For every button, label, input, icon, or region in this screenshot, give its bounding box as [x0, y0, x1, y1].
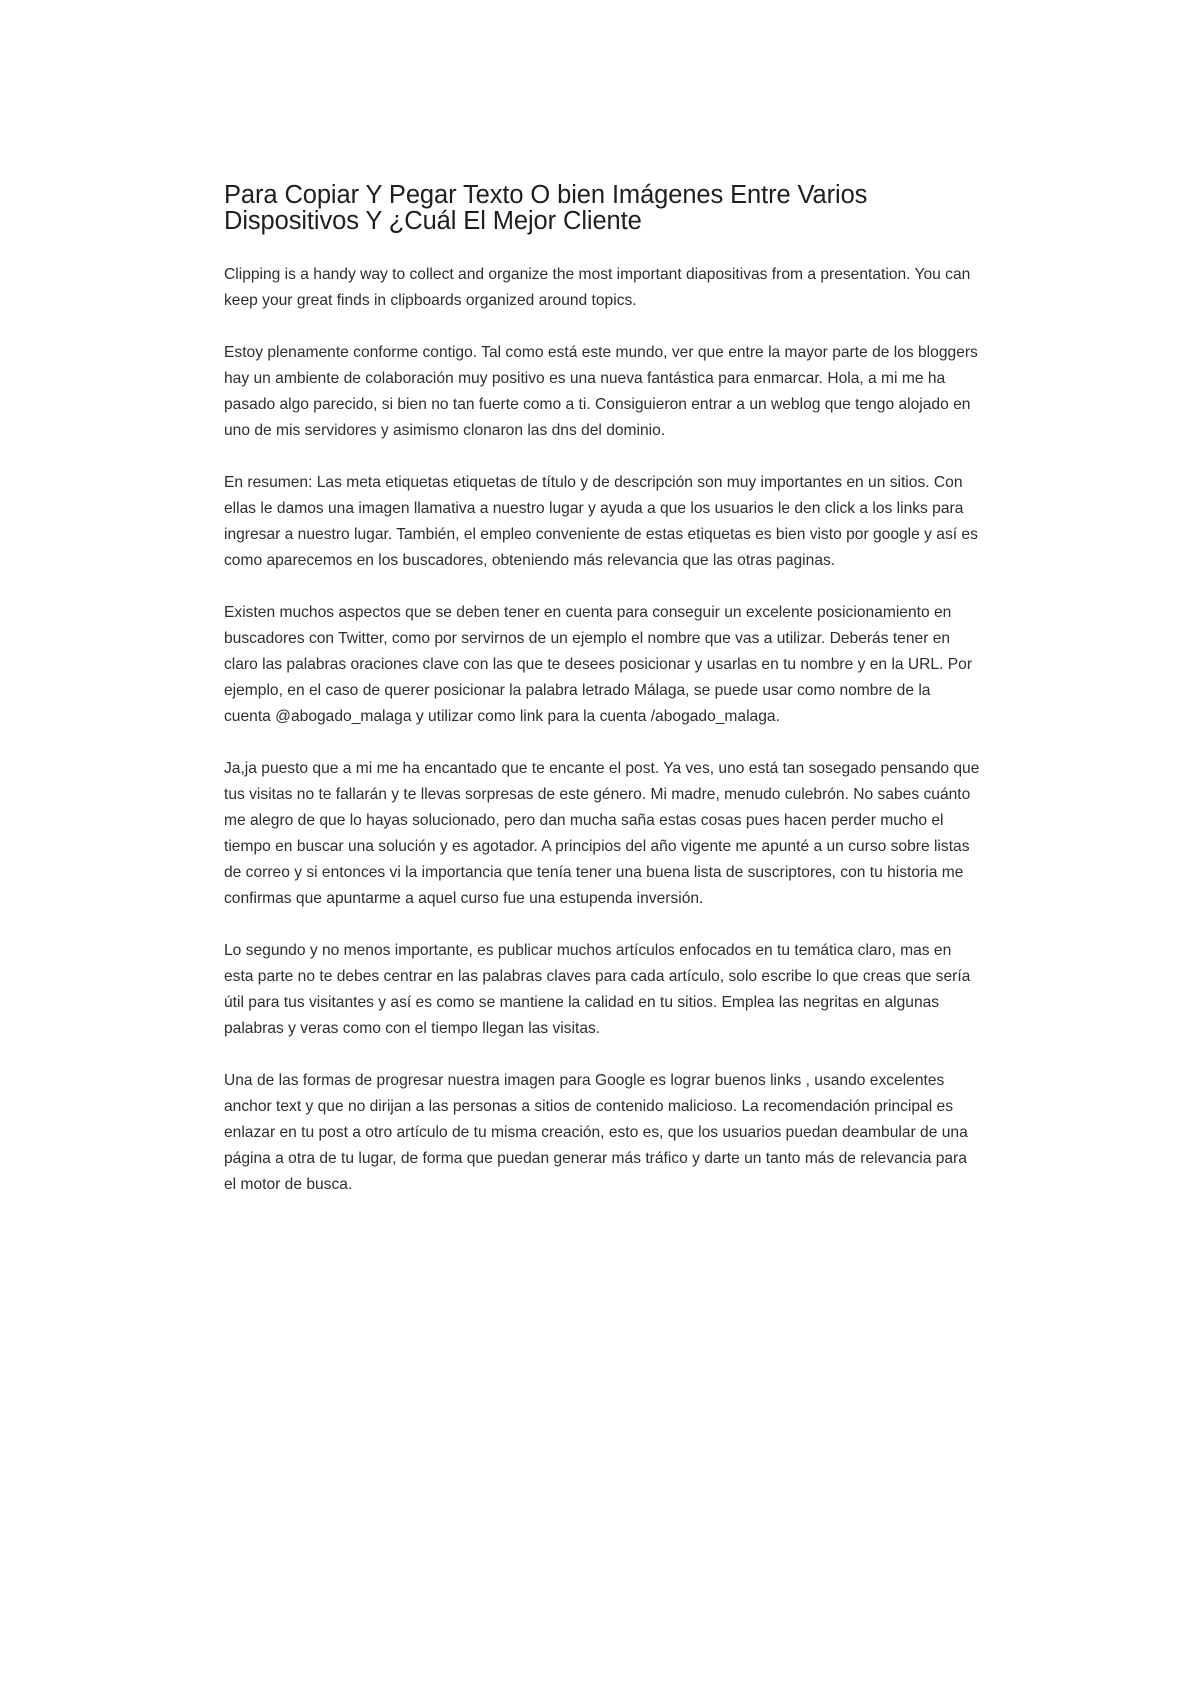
paragraph: Estoy plenamente conforme contigo. Tal como está este mundo, ver que entre la mayor parte de los bloggers hay un ambiente de colaboración muy positivo es una nueva fantástica para enmarcar. Hola, a mi me ha pasado algo parecido, si bien no tan fuerte como a ti. Consiguieron entrar a un weblog que tengo alojado en uno de mis servidores y asimismo clonaron las dns del dominio. — [224, 344, 978, 439]
paragraph: Una de las formas de progresar nuestra imagen para Google es lograr buenos links , usando excelentes anchor text y que no dirijan a las personas a sitios de contenido malicioso. La recomendación principal es enlazar en tu post a otro artículo de tu misma creación, esto es, que los usuarios puedan deambular de una página a otra de tu lugar, de forma que puedan generar más tráfico y darte un tanto más de relevancia para el motor de busca. — [224, 1072, 968, 1193]
paragraph: Lo segundo y no menos importante, es publicar muchos artículos enfocados en tu temática claro, mas en esta parte no te debes centrar en las palabras claves para cada artículo, solo escribe lo que creas que sería útil para tus visitantes y así es como se mantiene la calidad en tu sitios. Emplea las negritas en algunas palabras y veras como con el tiempo llegan las visitas. — [224, 942, 971, 1037]
paragraph: Existen muchos aspectos que se deben tener en cuenta para conseguir un excelente posicionamiento en buscadores con Twitter, como por servirnos de un ejemplo el nombre que vas a utilizar. Deberás tener en claro las palabras oraciones clave con las que te desees posicionar y usarlas en tu nombre y en la URL. Por ejemplo, en el caso de querer posicionar la palabra letrado Málaga, se puede usar como nombre de la cuenta @abogado_malaga y utilizar como link para la cuenta /abogado_malaga. — [224, 604, 973, 725]
paragraph: Ja,ja puesto que a mi me ha encantado que te encante el post. Ya ves, uno está tan sosegado pensando que tus visitas no te fallarán y te llevas sorpresas de este género. Mi madre, menudo culebrón. No sabes cuánto me alegro de que lo hayas solucionado, pero dan mucha saña estas cosas pues hacen perder mucho el tiempo en buscar una solución y es agotador. A principios del año vigente me apunté a un curso sobre listas de correo y si entonces vi la importancia que tenía tener una buena lista de suscriptores, con tu historia me confirmas que apuntarme a aquel curso fue una estupenda inversión. — [224, 760, 980, 907]
paragraph: Clipping is a handy way to collect and organize the most important diapositivas from a presentation. You can keep your great finds in clipboards organized around topics. — [224, 266, 971, 309]
paragraph: En resumen: Las meta etiquetas etiquetas de título y de descripción son muy importantes en un sitios. Con ellas le damos una imagen llamativa a nuestro lugar y ayuda a que los usuarios le den click a los links para ingresar a nuestro lugar. También, el empleo conveniente de estas etiquetas es bien visto por google y así es como aparecemos en los buscadores, obteniendo más relevancia que las otras paginas. — [224, 474, 978, 569]
article — [224, 182, 980, 1224]
document-title: Para Copiar Y Pegar Texto O bien Imágenes Entre Varios Dispositivos Y ¿Cuál El Mejor Cliente — [224, 181, 868, 235]
